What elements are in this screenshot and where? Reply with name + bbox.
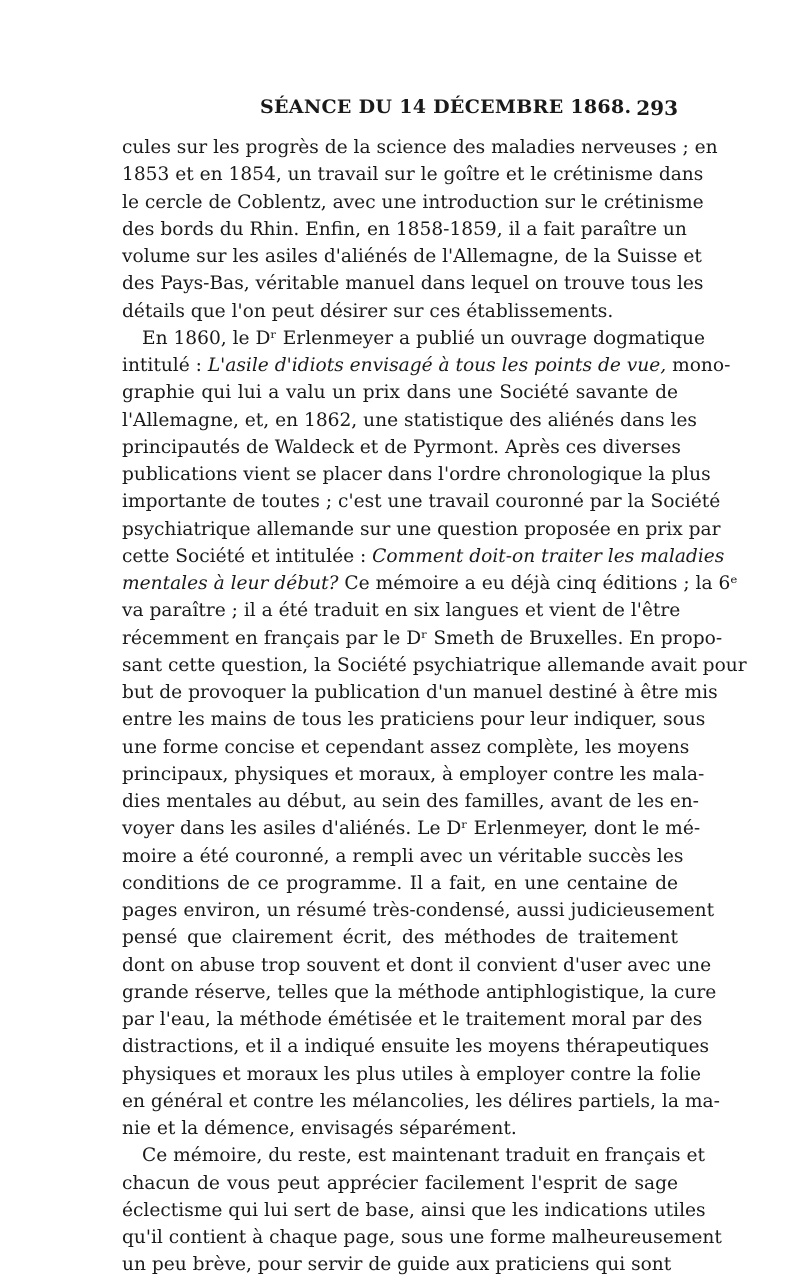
text-line bbox=[122, 325, 705, 352]
text-line bbox=[122, 1170, 678, 1197]
page-number: 293 bbox=[636, 96, 678, 120]
text-line bbox=[122, 189, 704, 216]
text-line bbox=[122, 1251, 678, 1278]
text-line bbox=[122, 1197, 706, 1224]
text-span: des Pays-Bas, véritable manuel dans lequel on trouve tous les bbox=[122, 273, 704, 295]
text-span: le cercle de Coblentz, avec une introduction sur le crétinisme bbox=[122, 191, 704, 213]
text-span: distractions, et il a indiqué ensuite les moyens thérapeutiques bbox=[122, 1036, 710, 1058]
text-line bbox=[122, 461, 711, 488]
text-span: publications vient se placer dans l'ordre chronologique la plus bbox=[122, 464, 711, 485]
text-line bbox=[122, 161, 704, 188]
text-line bbox=[122, 352, 731, 379]
page-header bbox=[122, 96, 682, 126]
text-line bbox=[122, 243, 702, 270]
text-line bbox=[122, 1224, 722, 1251]
text-span: entre les mains de tous les praticiens pour leur indiquer, sous bbox=[122, 709, 706, 731]
text-line bbox=[122, 434, 681, 461]
text-span: chacun de vous peut apprécier facilement l'esprit de sage bbox=[122, 1172, 678, 1194]
text-span: principaux, physiques et moraux, à employer contre les mala- bbox=[122, 763, 705, 785]
text-span: intitulé : bbox=[122, 355, 208, 376]
text-line bbox=[122, 379, 678, 406]
text-span: qu'il contient à chaque page, sous une forme malheureusement bbox=[122, 1227, 722, 1248]
text-span: Ce mémoire a eu déjà cinq éditions ; la 6ᵉ bbox=[338, 573, 738, 594]
text-span: Ce mémoire, du reste, est maintenant traduit en français et bbox=[142, 1145, 705, 1167]
text-line bbox=[122, 815, 701, 842]
text-line bbox=[122, 488, 721, 515]
text-span: cette Société et intitulée : bbox=[122, 545, 373, 567]
text-line bbox=[122, 134, 718, 161]
text-span: cules sur les progrès de la science des maladies nerveuses ; en bbox=[122, 137, 718, 158]
text-line bbox=[122, 679, 718, 706]
text-span: éclectisme qui lui sert de base, ainsi que les indications utiles bbox=[122, 1199, 706, 1221]
text-line bbox=[122, 516, 721, 543]
italic-title-span: Comment doit-on traiter les maladies bbox=[372, 545, 725, 567]
text-span: détails que l'on peut désirer sur ces établissements. bbox=[122, 300, 614, 322]
text-span: par l'eau, la méthode émétisée et le traitement moral par des bbox=[122, 1009, 703, 1030]
text-line bbox=[122, 924, 678, 951]
text-line bbox=[122, 788, 699, 815]
text-line bbox=[122, 1142, 705, 1169]
body-text bbox=[122, 134, 747, 1279]
text-span: sant cette question, la Société psychiatrique allemande avait pour bbox=[122, 654, 747, 676]
text-line bbox=[122, 734, 690, 761]
text-span: voyer dans les asiles d'aliénés. Le Dʳ Erlenmeyer, dont le mé- bbox=[122, 818, 701, 840]
text-line bbox=[122, 270, 704, 297]
text-span: mono- bbox=[666, 355, 731, 376]
text-span: une forme concise et cependant assez complète, les moyens bbox=[122, 736, 690, 758]
text-span: but de provoquer la publication d'un manuel destiné à être mis bbox=[122, 682, 718, 703]
text-line bbox=[122, 570, 738, 597]
text-span: va paraître ; il a été traduit en six langues et vient de l'être bbox=[122, 600, 681, 622]
text-line bbox=[122, 1006, 703, 1033]
text-span: pages environ, un résumé très-condensé, aussi judicieusement bbox=[122, 900, 715, 921]
text-line bbox=[122, 652, 747, 679]
text-line bbox=[122, 897, 715, 924]
text-line bbox=[122, 952, 712, 979]
italic-title-span: L'asile d'idiots envisagé à tous les points de vue, bbox=[207, 355, 667, 376]
text-span: graphie qui lui a valu un prix dans une Société savante de bbox=[122, 382, 678, 404]
text-line bbox=[122, 1033, 710, 1060]
text-span: volume sur les asiles d'aliénés de l'Allemagne, de la Suisse et bbox=[122, 246, 702, 267]
text-span: psychiatrique allemande sur une question proposée en prix par bbox=[122, 518, 721, 540]
italic-title-span: mentales à leur début? bbox=[122, 573, 339, 594]
text-line bbox=[122, 761, 705, 788]
text-span: importante de toutes ; c'est une travail couronné par la Société bbox=[122, 491, 721, 513]
text-span: conditions de ce programme. Il a fait, en une centaine de bbox=[122, 872, 678, 894]
running-title: SÉANCE DU 14 DÉCEMBRE 1868. bbox=[260, 96, 632, 118]
text-span: dont on abuse trop souvent et dont il convient d'user avec une bbox=[122, 954, 712, 976]
text-line bbox=[122, 870, 678, 897]
text-span: pensé que clairement écrit, des méthodes de traitement bbox=[122, 927, 678, 949]
text-span: grande réserve, telles que la méthode antiphlogistique, la cure bbox=[122, 981, 717, 1003]
text-line bbox=[122, 407, 697, 434]
text-span: des bords du Rhin. Enfin, en 1858-1859, il a fait paraître un bbox=[122, 218, 687, 240]
text-line bbox=[122, 1061, 701, 1088]
text-span: En 1860, le Dʳ Erlenmeyer a publié un ouvrage dogmatique bbox=[142, 327, 705, 349]
text-line bbox=[122, 298, 678, 325]
text-span: 1853 et en 1854, un travail sur le goître et le crétinisme dans bbox=[122, 164, 704, 186]
text-span: physiques et moraux les plus utiles à employer contre la folie bbox=[122, 1063, 701, 1085]
text-line bbox=[122, 843, 684, 870]
text-span: moire a été couronné, a rempli avec un véritable succès les bbox=[122, 845, 684, 867]
text-span: nie et la démence, envisagés séparément. bbox=[122, 1118, 517, 1139]
text-span: en général et contre les mélancolies, les délires partiels, la ma- bbox=[122, 1090, 720, 1112]
text-span: dies mentales au début, au sein des familles, avant de les en- bbox=[122, 791, 699, 812]
text-line bbox=[122, 979, 717, 1006]
text-line bbox=[122, 543, 725, 570]
text-span: principautés de Waldeck et de Pyrmont. Après ces diverses bbox=[122, 436, 681, 458]
text-line bbox=[122, 1088, 720, 1115]
text-line bbox=[122, 216, 687, 243]
text-line bbox=[122, 706, 706, 733]
text-line bbox=[122, 597, 681, 624]
text-span: un peu brève, pour servir de guide aux praticiens qui sont bbox=[122, 1254, 672, 1276]
text-line bbox=[122, 1115, 678, 1142]
text-span: l'Allemagne, et, en 1862, une statistique des aliénés dans les bbox=[122, 409, 697, 431]
text-span: récemment en français par le Dʳ Smeth de Bruxelles. En propo- bbox=[122, 627, 723, 649]
text-line bbox=[122, 625, 723, 652]
